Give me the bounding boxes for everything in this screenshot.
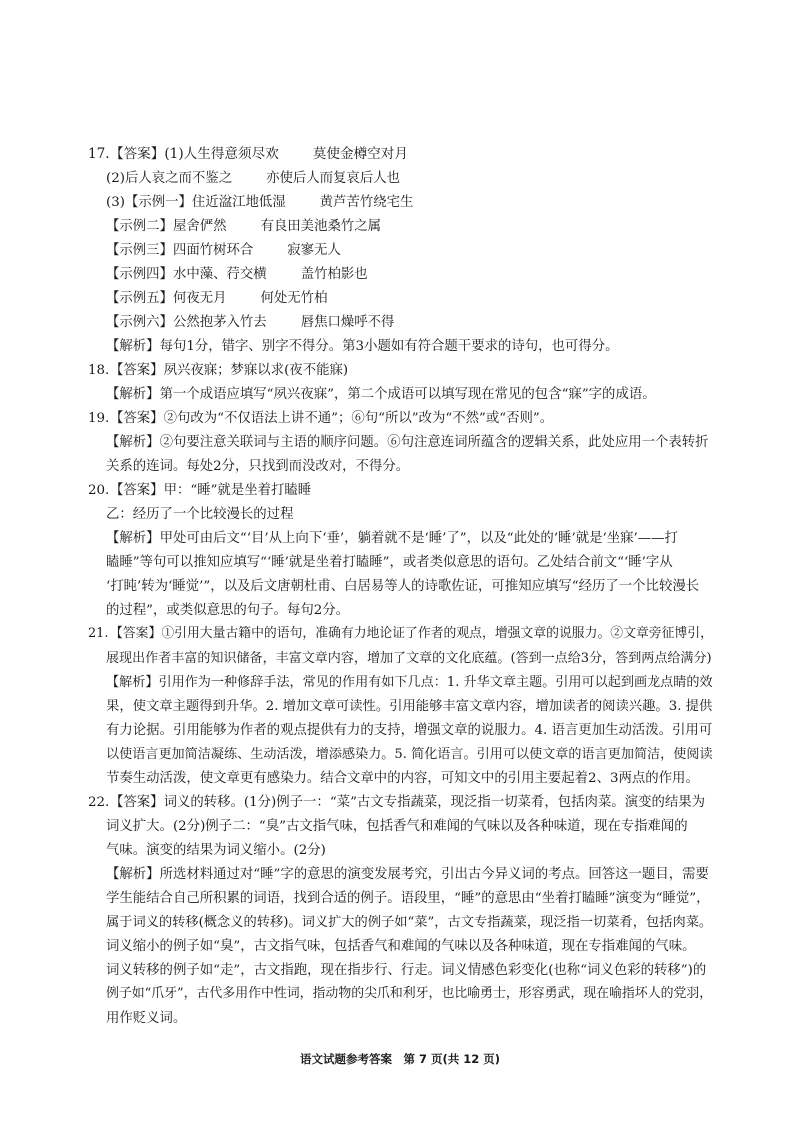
q17-answer-line-2: (2)后人哀之而不鉴之 亦使后人而复哀后人也: [106, 171, 400, 186]
q19-analysis-line-2: 关系的连词。每处2分，只找到而没改对，不得分。: [106, 459, 410, 474]
q22-answer-line-1: 22.【答案】词义的转移。(1分)例子一：“菜”古文专指蔬菜，现泛指一切菜肴，包括肉菜。演变的结果为: [88, 795, 706, 810]
q21-analysis-line-2: 果，使文章主题得到升华。2. 增加文章可读性。引用能够丰富文章内容，增加读者的阅读兴趣。3. 提供: [106, 699, 713, 714]
q17-answer-line-4: 【示例二】屋舍俨然 有良田美池桑竹之属: [106, 219, 382, 234]
answer-tag: 【答案】: [110, 795, 164, 810]
q17-answer-line-1: 17.【答案】(1)人生得意须尽欢 莫使金樽空对月: [88, 146, 408, 162]
q17-answer-line-5: 【示例三】四面竹树环合 寂寥无人: [106, 243, 341, 258]
q22-answer-line-2: 词义扩大。(2分)例子二：“臭”古文指气味，包括香气和难闻的气味以及各种味道，现在专指难闻的: [106, 819, 688, 834]
question-number: 17.: [88, 146, 110, 162]
analysis-tag: 【解析】: [106, 339, 160, 354]
q22-answer-line-3: 气味。演变的结果为词义缩小。(2分): [106, 843, 326, 858]
question-number: 22.: [88, 795, 110, 810]
answer-tag: 【答案】: [110, 626, 162, 641]
answer-tag: 【答案】: [110, 483, 164, 498]
q21-analysis-line-4: 以使语言更加简洁凝练、生动活泼，增添感染力。5. 简化语言。引用可以使文章的语言更加简洁，使阅读: [106, 747, 713, 762]
answer-tag: 【答案】: [110, 363, 164, 378]
q22-analysis-line-6: 例子如“爪牙”，古代多用作中性词，指动物的尖爪和利牙，也比喻勇士，形容勇武，现在喻指坏人的党羽，: [106, 986, 713, 1001]
analysis-tag: 【解析】: [106, 387, 160, 402]
q17-answer-line-7: 【示例五】何夜无月 何处无竹柏: [106, 291, 328, 306]
q22-analysis-line-4: 词义缩小的例子如“臭”，古文指气味，包括香气和难闻的气味以及各种味道，现在专指难闻的气味。: [106, 939, 696, 954]
q17-analysis-line-1: 【解析】每句1分，错字、别字不得分。第3小题如有符合题干要求的诗句，也可得分。: [106, 339, 619, 354]
page-footer: 语文试题参考答案 第 7 页(共 12 页): [299, 1052, 501, 1067]
q17-answer-line-3: (3)【示例一】住近湓江地低湿 黄芦苦竹绕宅生: [106, 195, 414, 210]
answer-tag: 【答案】: [110, 411, 164, 426]
q21-answer-line-2: 展现出作者丰富的知识储备，丰富文章内容，增加了文章的文化底蕴。(答到一点给3分，答到两点给满分): [106, 651, 712, 666]
answer-tag: 【答案】: [110, 146, 165, 162]
q20-answer-line-2: 乙：经历了一个比较漫长的过程: [106, 507, 294, 522]
q21-analysis-line-5: 节奏生动活泼，使文章更有感染力。结合文章中的内容，可知文中的引用主要起着2、3两点的作用。: [106, 771, 699, 786]
analysis-tag: 【解析】: [106, 435, 160, 450]
q22-analysis-line-5: 词义转移的例子如“走”，古文指跑，现在指步行、行走。词义情感色彩变化(也称“词义色彩的转移”)的: [106, 963, 707, 978]
q20-analysis-line-3: ‘打盹’转为‘睡觉’”，以及后文唐朝杜甫、白居易等人的诗歌佐证，可推知应填写“经历了一个比较漫长: [106, 579, 700, 594]
analysis-tag: 【解析】: [106, 867, 160, 882]
q21-answer-line-1: 21. 【答案】①引用大量古籍中的语句，准确有力地论证了作者的观点，增强文章的说服力。②文章旁征博引，: [88, 626, 713, 641]
q22-analysis-line-2: 学生能结合自己所积累的词语，找到合适的例子。语段里，“睡”的意思由“坐着打瞌睡”演变为“睡觉”，: [106, 891, 710, 906]
q17-answer-line-6: 【示例四】水中藻、荇交横 盖竹柏影也: [106, 267, 368, 282]
q19-analysis-line-1: 【解析】②句要注意关联词与主语的顺序问题。⑥句注意连词所蕴含的逻辑关系，此处应用一个表转折: [106, 435, 709, 450]
q21-analysis-line-3: 有力论据。引用能够为作者的观点提供有力的支持，增强文章的说服力。4. 语言更加生动活泼。引用可: [106, 723, 713, 738]
q20-analysis-line-4: 的过程”，或类似意思的句子。每句2分。: [106, 603, 350, 618]
q22-analysis-line-3: 属于词义的转移(概念义的转移)。词义扩大的例子如“菜”，古文专指蔬菜，现泛指一切菜肴，包括肉菜。: [106, 915, 713, 930]
q20-analysis-line-2: 瞌睡”等句可以推知应填写“‘睡’就是坐着打瞌睡”，或者类似意思的语句。乙处结合前文“‘睡’字从: [106, 555, 673, 570]
q20-analysis-line-1: 【解析】甲处可由后文“‘目’从上向下‘垂’，躺着就不是‘睡’了”，以及“此处的‘睡’就是‘坐寐’——打: [106, 531, 678, 546]
question-number: 21.: [88, 626, 109, 641]
q22-analysis-line-1: 【解析】所选材料通过对“睡”字的意思的演变发展考究，引出古今异义词的考点。回答这一题目，需要: [106, 867, 709, 882]
analysis-tag: 【解析】: [106, 675, 159, 690]
question-number: 19.: [88, 411, 110, 426]
q20-answer-line-1: 20.【答案】甲：“睡”就是坐着打瞌睡: [88, 483, 312, 498]
q17-answer-line-8: 【示例六】公然抱茅入竹去 唇焦口燥呼不得: [106, 315, 395, 330]
q18-analysis-line-1: 【解析】第一个成语应填写“夙兴夜寐”，第二个成语可以填写现在常见的包含“寐”字的成语。: [106, 387, 656, 402]
question-number: 18.: [88, 363, 110, 378]
analysis-tag: 【解析】: [106, 531, 160, 546]
q19-answer-line-1: 19.【答案】②句改为“不仅语法上讲不通”；⑥句“所以”改为“不然”或“否则”。: [88, 411, 554, 426]
question-number: 20.: [88, 483, 110, 498]
q18-answer-line-1: 18.【答案】夙兴夜寐；梦寐以求(夜不能寐): [88, 363, 349, 378]
q21-analysis-line-1: 【解析】引用作为一种修辞手法，常见的作用有如下几点：1. 升华文章主题。引用可以起到画龙点睛的效: [106, 675, 713, 690]
q22-analysis-line-7: 用作贬义词。: [106, 1011, 187, 1026]
